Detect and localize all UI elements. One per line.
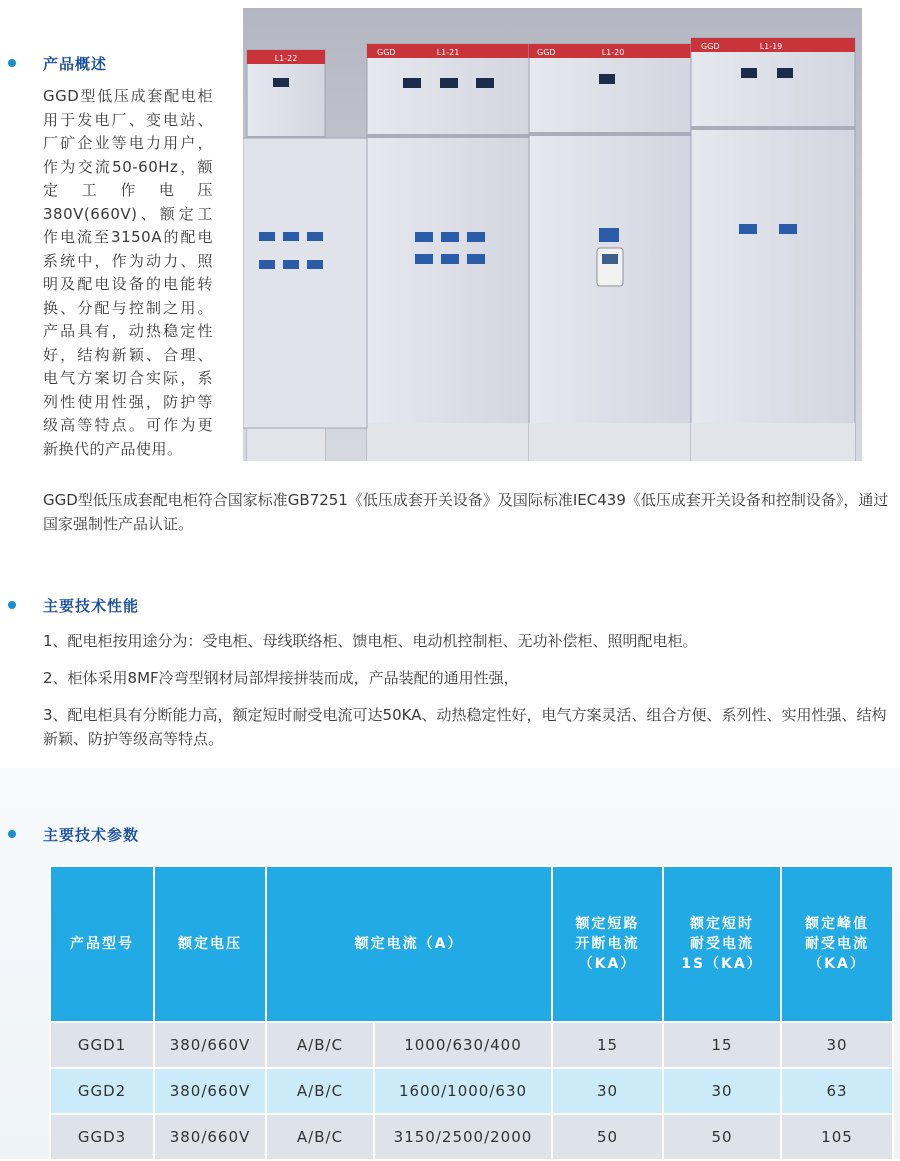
header-peak: 额定峰值 耐受电流 （KA） [781, 866, 893, 1022]
cell-type: A/B/C [266, 1114, 374, 1160]
bullet-icon [8, 59, 16, 67]
header-current: 额定电流（A） [266, 866, 552, 1022]
header-voltage: 额定电压 [154, 866, 266, 1022]
cell-current: 1600/1000/630 [374, 1068, 552, 1114]
cell-withstand: 50 [663, 1114, 781, 1160]
standard-statement: GGD型低压成套配电柜符合国家标准GB7251《低压成套开关设备》及国际标准IEC439《低压成套开关设备和控制设备》，通过国家强制性产品认证。 [43, 491, 889, 533]
cabinet-label: L1-22 [274, 54, 298, 63]
cabinet-side [243, 138, 367, 428]
svg-text:GGD: GGD [377, 48, 396, 57]
section-title-parameters: 主要技术参数 [43, 826, 140, 844]
cell-peak: 30 [781, 1022, 893, 1068]
parameters-table [49, 865, 894, 1161]
section-title-performance: 主要技术性能 [43, 597, 140, 615]
svg-text:GGD: GGD [701, 42, 720, 51]
cell-type: A/B/C [266, 1068, 374, 1114]
table-row [50, 1022, 893, 1068]
cabinet-label: L1-20 [601, 48, 625, 57]
cabinet-3 [529, 44, 691, 461]
bullet-icon [8, 601, 16, 609]
cell-voltage: 380/660V [154, 1114, 266, 1160]
svg-text:GGD: GGD [537, 48, 556, 57]
cell-voltage: 380/660V [154, 1068, 266, 1114]
cell-breaking: 30 [552, 1068, 663, 1114]
table-header-row [50, 866, 893, 1022]
cabinet-4 [691, 38, 855, 461]
cell-peak: 63 [781, 1068, 893, 1114]
switchgear-illustration [243, 8, 862, 461]
product-photo [243, 8, 862, 461]
table-row [50, 1068, 893, 1114]
overview-body: GGD型低压成套配电柜用于发电厂、变电站、厂矿企业等电力用户，作为交流50-60Hz，额定工作电压380V(660V)、额定工作电流至3150A的配电系统中，作为动力、照明及配电设备的电能转换、分配与控制之用。产品具有，动热稳定性好，结构新颖、合理、电气方案切合实际，系列性使用性强，防护等级高等特点。可作为更新换代的产品使用。 [43, 87, 213, 458]
cell-current: 3150/2500/2000 [374, 1114, 552, 1160]
header-breaking: 额定短路 开断电流 （KA） [552, 866, 663, 1022]
header-model: 产品型号 [50, 866, 154, 1022]
cell-voltage: 380/660V [154, 1022, 266, 1068]
cell-current: 1000/630/400 [374, 1022, 552, 1068]
cell-model: GGD3 [50, 1114, 154, 1160]
cell-withstand: 30 [663, 1068, 781, 1114]
bullet-icon [8, 830, 16, 838]
cabinet-2 [367, 44, 529, 461]
cell-model: GGD2 [50, 1068, 154, 1114]
section-title-overview: 产品概述 [43, 55, 108, 73]
cabinet-label: L1-19 [759, 42, 783, 51]
performance-item-1: 1、配电柜按用途分为：受电柜、母线联络柜、馈电柜、电动机控制柜、无功补偿柜、照明配电柜。 [43, 632, 698, 650]
cell-peak: 105 [781, 1114, 893, 1160]
cell-type: A/B/C [266, 1022, 374, 1068]
cabinet-label: L1-21 [436, 48, 460, 57]
performance-item-2: 2、柜体采用8MF冷弯型钢材局部焊接拼装而成，产品装配的通用性强， [43, 669, 519, 687]
table-row [50, 1114, 893, 1160]
performance-item-3: 3、配电柜具有分断能力高，额定短时耐受电流可达50KA、动热稳定性好，电气方案灵活、组合方便、系列性、实用性强、结构新颖、防护等级高等特点。 [43, 706, 887, 748]
cell-breaking: 15 [552, 1022, 663, 1068]
cell-breaking: 50 [552, 1114, 663, 1160]
header-withstand: 额定短时 耐受电流 1S（KA） [663, 866, 781, 1022]
cell-withstand: 15 [663, 1022, 781, 1068]
cell-model: GGD1 [50, 1022, 154, 1068]
